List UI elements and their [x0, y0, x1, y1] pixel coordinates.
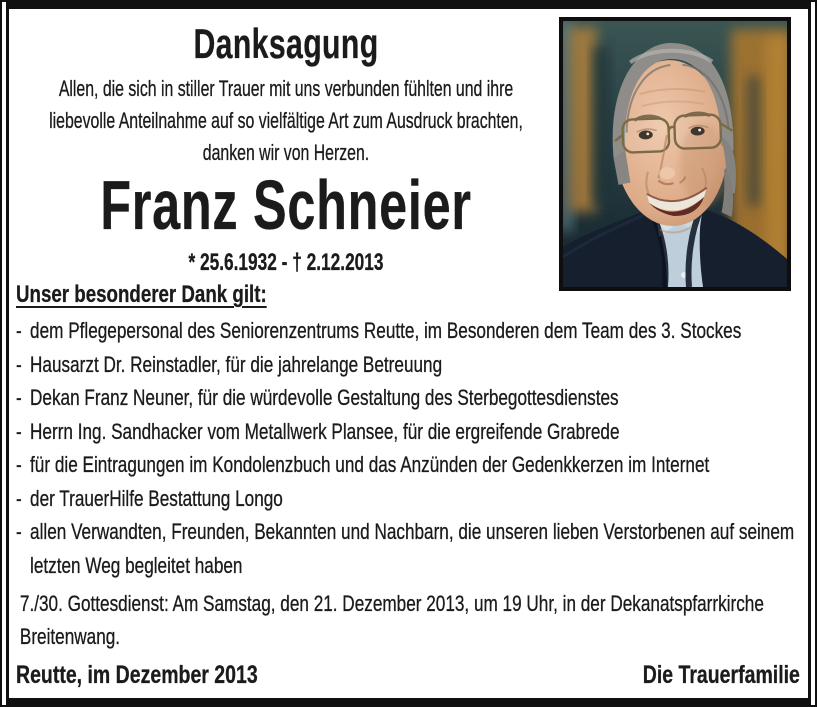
thanks-item-text: Dekan Franz Neuner, für die würdevolle Gestaltung des Sterbegottesdienstes	[30, 385, 619, 410]
thanks-item-text: der TrauerHilfe Bestattung Longo	[30, 485, 283, 511]
service-note: 7./30. Gottesdienst: Am Samstag, den 21. Dezember 2013, um 19 Uhr, in der Dekanatspfarrkirche Breitenwang.	[19, 591, 764, 649]
thanks-item-text: Herrn Ing. Sandhacker vom Metallwerk Plansee, für die ergreifende Grabrede	[30, 418, 620, 444]
notice-header	[16, 22, 556, 277]
thanks-item	[16, 448, 812, 482]
thanks-heading: Unser besonderer Dank gilt:	[16, 281, 267, 308]
thanks-item-text: allen Verwandten, Freunden, Bekannten und Nachbarn, die unseren lieben Verstorbenen auf seinem letzten Weg begleitet haben	[30, 519, 795, 578]
thanks-item-dash: -	[16, 385, 22, 410]
footer-family: Die Trauerfamilie	[642, 661, 800, 689]
thanks-item-dash: -	[16, 351, 22, 377]
thanks-section	[16, 281, 812, 582]
thanks-item	[16, 381, 812, 415]
thanks-item	[16, 348, 812, 382]
thanks-item	[16, 515, 812, 582]
intro-line: danken wir von Herzen.	[202, 140, 370, 165]
thanks-item-dash: -	[16, 519, 22, 544]
thanks-item-dash: -	[16, 318, 22, 343]
portrait-illustration	[563, 21, 787, 287]
footer-place-date: Reutte, im Dezember 2013	[16, 661, 258, 689]
intro-paragraph	[16, 73, 556, 169]
thanks-item-text: für die Eintragungen im Kondolenzbuch und das Anzünden der Gedenkkerzen im Internet	[30, 452, 710, 477]
thanks-item	[16, 482, 812, 516]
notice-footer	[16, 660, 800, 690]
deceased-name: Franz Schneier	[100, 166, 472, 244]
thanks-item-text: Hausarzt Dr. Reinstadler, für die jahrelange Betreuung	[30, 351, 443, 377]
portrait-photo	[559, 17, 791, 291]
thanks-item-text: dem Pflegepersonal des Seniorenzentrums Reutte, im Besonderen dem Team des 3. Stockes	[30, 318, 742, 343]
thanks-item	[16, 415, 812, 449]
thanks-item-dash: -	[16, 418, 22, 444]
thanks-item-dash: -	[16, 452, 22, 477]
thanks-item	[16, 314, 812, 348]
thanks-item-dash: -	[16, 485, 22, 511]
intro-line: Allen, die sich in stiller Trauer mit uns verbunden fühlten und ihre	[58, 76, 514, 101]
intro-line: liebevolle Anteilnahme auf so vielfältige Art zum Ausdruck brachten,	[49, 108, 523, 133]
thanks-list	[16, 314, 812, 582]
birth-death-dates: * 25.6.1932 - † 2.12.2013	[188, 249, 384, 276]
notice-title: Danksagung	[193, 20, 379, 67]
